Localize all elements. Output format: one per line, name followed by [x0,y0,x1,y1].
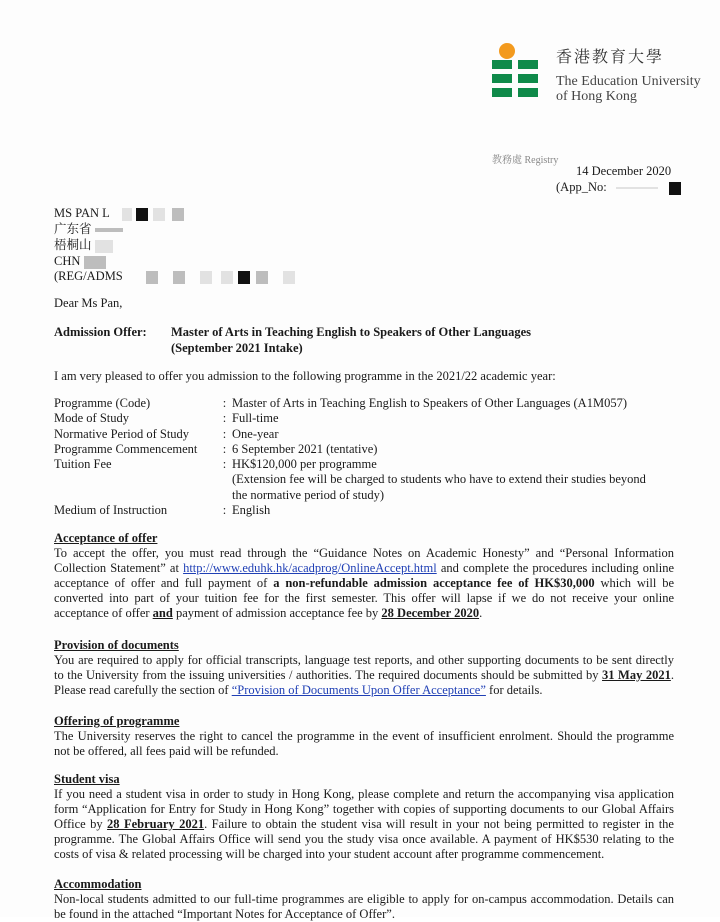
visa-text: If you need a student visa in order to study in Hong Kong, please complete and return the accompanying visa application form “Application for Entry for Study in Hong Kong” together with copies of supporting documents to our Global Affairs Office by [54,787,674,831]
accommodation-text: Non-local students admitted to our full-time programmes are eligible to apply for on-campus accommodation. Details can be found in the attached “Important Notes for Acceptance of Offer”. [54,892,674,921]
medium-label: Medium of Instruction [54,503,168,518]
accommodation-heading: Accommodation [54,877,142,891]
acceptance-text: To accept the offer, you must read through the “Guidance Notes on Academic Honesty” and “Personal Information Collection Statement” at [54,546,674,575]
redaction-mark [283,271,295,284]
acceptance-text: which will be converted into part of your tuition fee for the first semester. This offer will lapse if we do not receive your online acceptance of offer [54,576,674,620]
mode-of-study-value: Full-time [232,411,279,426]
table-row [54,411,662,426]
logo-name-english-line1: The Education University [556,74,701,89]
redaction-mark [200,271,212,284]
acceptance-section [54,531,674,621]
redaction-mark [616,187,658,189]
acceptance-heading: Acceptance of offer [54,531,158,545]
address-line [54,238,113,253]
offer-programme-title: Master of Arts in Teaching English to Speakers of Other Languages [171,325,531,339]
accommodation-section [54,877,674,922]
redaction-mark [153,208,165,221]
redaction-mark [122,208,132,221]
online-accept-link[interactable]: http://www.eduhk.hk/acadprog/OnlineAccept.html [183,561,437,575]
redaction-mark [221,271,233,284]
recipient-name: MS PAN L [54,206,110,220]
registry-label: 教務處 Registry [492,155,559,166]
separator: : [222,426,227,441]
table-row [54,442,662,457]
redaction-mark [669,182,681,195]
separator: : [222,396,227,410]
redaction-mark [173,271,185,284]
offer-intake: (September 2021 Intake) [171,341,303,355]
programme-code-label: Programme (Code) [54,396,151,410]
redaction-mark [95,228,123,232]
visa-deadline: 28 February 2021 [107,817,205,831]
application-number-label: (App_No: [556,180,607,194]
offering-text: The University reserves the right to cancel the programme in the event of insufficient enrolment. Should the programme not be offered, all fees paid will be refunded. [54,729,674,758]
intro-text: I am very pleased to offer you admission to the following programme in the 2021/22 academic year: [54,369,556,383]
logo-name-chinese: 香港教育大學 [556,49,665,66]
acceptance-text: payment of admission acceptance fee by [172,606,382,620]
address-province: 广东省 [54,222,92,236]
normative-period-label: Normative Period of Study [54,426,190,441]
documents-text: You are required to apply for official transcripts, language test reports, and other supporting documents to be sent directly to the University from the issuing universities / authorities. The required documents should be submitted by [54,653,674,682]
redaction-mark [95,240,113,253]
address-line [54,206,184,221]
table-row [54,427,662,442]
programme-details-table [54,396,662,518]
redaction-mark [256,271,268,284]
offering-heading: Offering of programme [54,714,180,728]
tuition-fee-cell [232,457,662,503]
address-line [54,222,123,237]
emphasis-and: and [152,606,173,620]
address-country: CHN [54,254,81,268]
redaction-mark [238,271,250,284]
redaction-mark [84,256,106,269]
visa-section [54,772,674,862]
address-district: 梧桐山 [54,238,92,252]
commencement-value: 6 September 2021 (tentative) [232,441,378,456]
acceptance-text: and complete the procedures including online acceptance of offer and full payment of [54,561,674,590]
tuition-fee-value: HK$120,000 per programme [232,457,377,472]
address-line [54,254,106,269]
documents-text: for details. [485,683,543,697]
separator: : [222,441,227,456]
table-row [54,503,662,518]
application-number [556,180,681,195]
visa-heading: Student visa [54,772,120,786]
redaction-mark [146,271,158,284]
provision-documents-link[interactable]: “Provision of Documents Upon Offer Acceptance” [231,683,486,697]
documents-text: . Please read carefully the section of [54,668,674,697]
eduhk-logo-icon [490,42,546,102]
reference-number: (REG/ADMS [54,269,123,283]
admission-offer-label: Admission Offer: [54,325,147,339]
address-line [54,269,295,284]
acceptance-text: . [479,606,483,620]
documents-section [54,638,674,698]
table-row [54,396,662,411]
table-row [54,457,662,503]
letter-date: 14 December 2020 [576,164,672,178]
commencement-label: Programme Commencement [54,441,198,456]
normative-period-value: One-year [232,426,279,441]
salutation: Dear Ms Pan, [54,296,123,310]
redaction-mark [136,208,148,221]
programme-code-value: Master of Arts in Teaching English to Speakers of Other Languages (A1M057) [232,396,627,410]
separator: : [222,411,227,426]
separator: : [222,503,227,518]
offering-section [54,714,674,759]
redaction-mark [172,208,184,221]
mode-of-study-label: Mode of Study [54,411,129,426]
acceptance-fee: a non-refundable admission acceptance fee of HK$30,000 [273,576,595,590]
documents-deadline: 31 May 2021 [602,668,671,682]
visa-text: . Failure to obtain the student visa will result in your not being permitted to register in the programme. The Global Affairs Office will send you the study visa once available. A payment of HK$530 relating to the costs of visa & related processing will be charged into your student account after programme commencement. [54,817,674,861]
medium-value: English [232,503,271,518]
logo-name-english-line2: of Hong Kong [556,89,637,104]
tuition-fee-label: Tuition Fee [54,457,112,472]
acceptance-deadline: 28 December 2020 [381,606,480,620]
documents-heading: Provision of documents [54,638,179,652]
separator: : [222,457,227,472]
extension-fee-note: (Extension fee will be charged to students who have to extend their studies beyond the normative period of study) [232,472,646,502]
